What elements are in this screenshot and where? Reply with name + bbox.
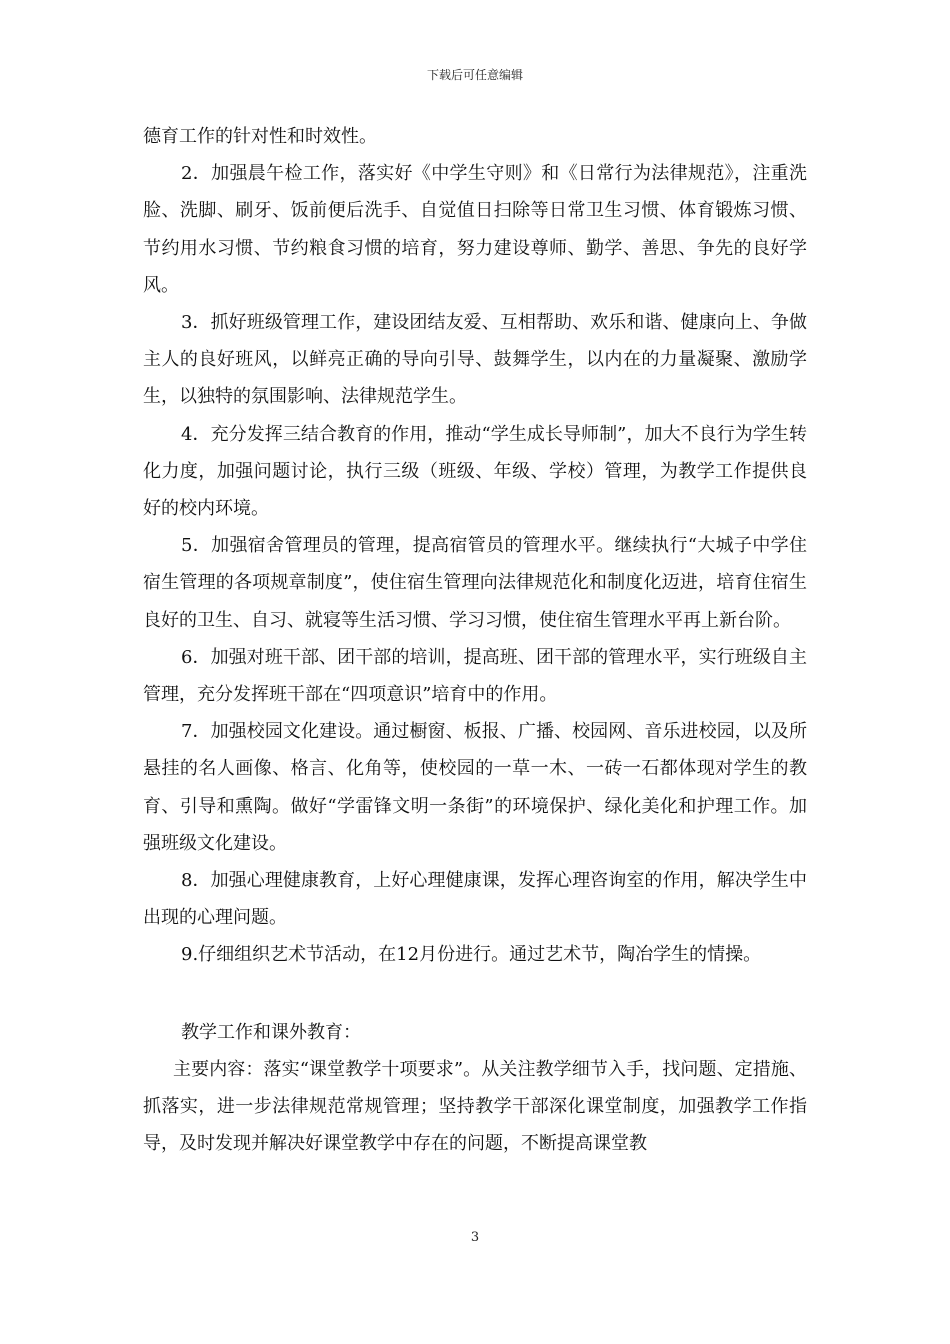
paragraph-item-5: 5．加强宿舍管理员的管理，提高宿管员的管理水平。继续执行“大城子中学住宿生管理的各项规章制度”，使住宿生管理向法律规范化和制度化迈进，培育住宿生良好的卫生、自习、就寝等生活习惯、学习习惯，使住宿生管理水平再上新台阶。 (143, 535, 807, 631)
page-number: 3 (470, 1230, 480, 1245)
paragraph-item-7: 7．加强校园文化建设。通过橱窗、板报、广播、校园网、音乐进校园，以及所悬挂的名人画像、格言、化角等，使校园的一草一木、一砖一石都体现对学生的教育、引导和熏陶。做好“学雷锋文明一条街”的环境保护、绿化美化和护理工作。加强班级文化建设。 (143, 721, 807, 854)
paragraph-item-9: 9.仔细组织艺术节活动，在12月份进行。通过艺术节，陶冶学生的情操。 (181, 944, 762, 966)
paragraph-main-content: 主要内容：落实“课堂教学十项要求”。从关注教学细节入手，找问题、定措施、抓落实，进一步法律规范常规管理；坚持教学干部深化课堂制度，加强教学工作指导，及时发现并解决好课堂教学中存在的问题，不断提高课堂教 (143, 1058, 807, 1155)
paragraph-continuation: 德育工作的针对性和时效性。 (143, 126, 377, 147)
paragraph-item-4: 4．充分发挥三结合教育的作用，推动“学生成长导师制”，加大不良行为学生转化力度，加强问题讨论，执行三级（班级、年级、学校）管理，为教学工作提供良好的校内环境。 (143, 423, 807, 520)
document-body (143, 118, 807, 1162)
section-heading: 教学工作和课外教育： (181, 1021, 361, 1043)
paragraph-item-3: 3．抓好班级管理工作，建设团结友爱、互相帮助、欢乐和谐、健康向上、争做主人的良好班风，以鲜亮正确的导向引导、鼓舞学生，以内在的力量凝聚、激励学生，以独特的氛围影响、法律规范学生。 (143, 312, 807, 408)
section-gap (143, 974, 807, 1014)
paragraph-item-8: 8．加强心理健康教育，上好心理健康课，发挥心理咨询室的作用，解决学生中出现的心理问题。 (143, 870, 807, 929)
paragraph-item-6: 6．加强对班干部、团干部的培训，提高班、团干部的管理水平，实行班级自主管理，充分发挥班干部在“四项意识”培育中的作用。 (143, 646, 807, 706)
page-header: 下载后可任意编辑 (426, 68, 523, 82)
paragraph-item-2: 2．加强晨午检工作，落实好《中学生守则》和《日常行为法律规范》，注重洗脸、洗脚、刷牙、饭前便后洗手、自觉值日扫除等日常卫生习惯、体育锻炼习惯、节约用水习惯、节约粮食习惯的培育，努力建设尊师、勤学、善思、争先的良好学风。 (143, 163, 807, 296)
